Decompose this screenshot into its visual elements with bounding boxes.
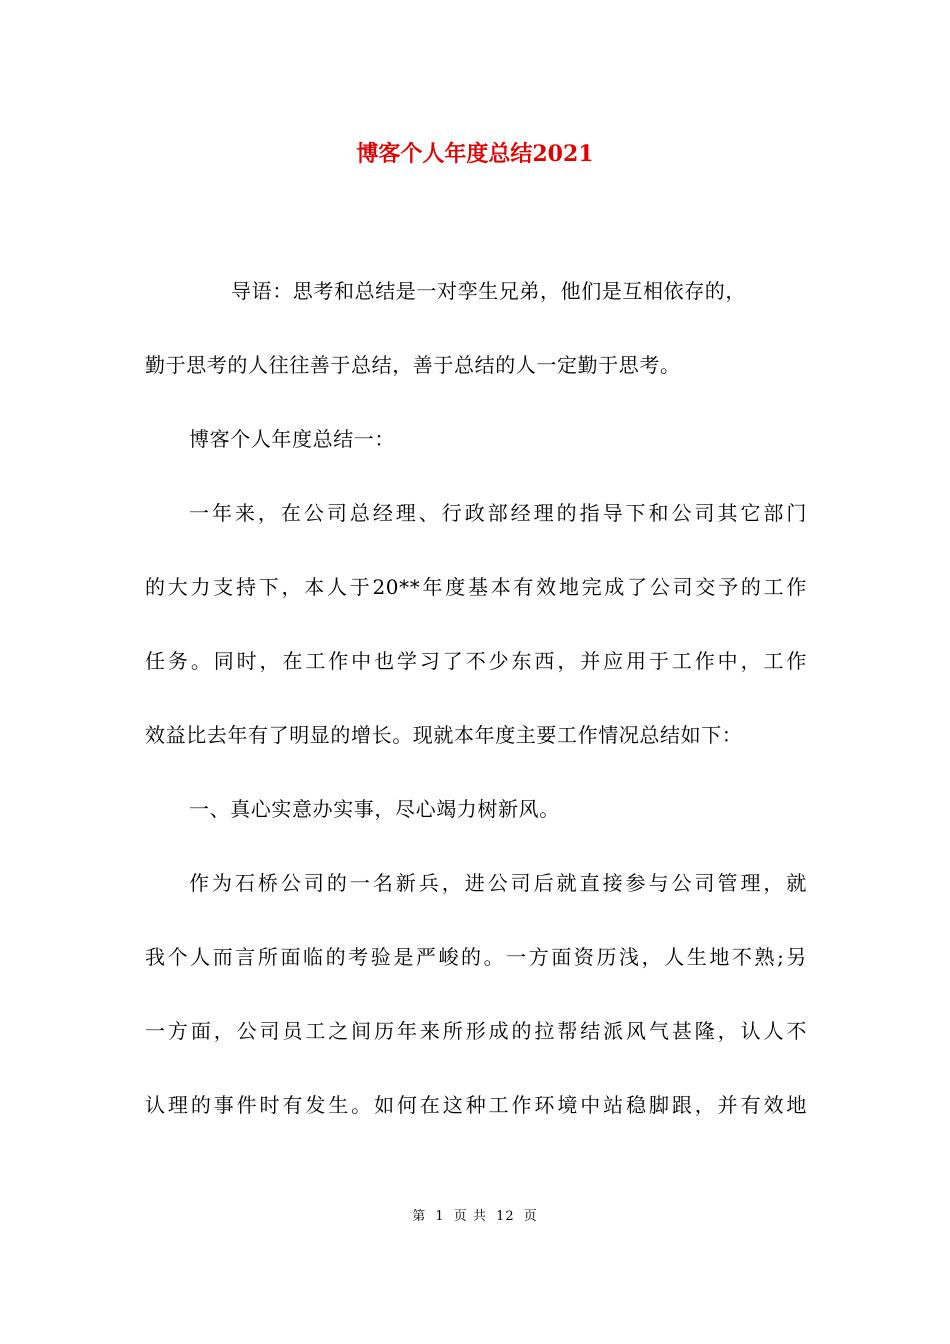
footer-total-pages: 12 <box>496 1209 515 1224</box>
subsection-heading: 一、真心实意办实事，尽心竭力树新风。 <box>189 797 560 821</box>
paragraph-line: 我个人而言所面临的考验是严峻的。一方面资历浅，人生地不熟;另 <box>145 945 807 969</box>
paragraph-line: 效益比去年有了明显的增长。现就本年度主要工作情况总结如下： <box>145 723 743 747</box>
footer-prefix: 第 <box>412 1209 427 1224</box>
intro-line-2: 勤于思考的人往往善于总结，善于总结的人一定勤于思考。 <box>145 353 681 377</box>
footer-middle: 页 共 <box>453 1209 487 1224</box>
document-body <box>145 275 807 1163</box>
footer-suffix: 页 <box>523 1209 538 1224</box>
paragraph-line: 认理的事件时有发生。如何在这种工作环境中站稳脚跟，并有效地 <box>145 1093 807 1117</box>
paragraph-line: 作为石桥公司的一名新兵，进公司后就直接参与公司管理，就 <box>189 871 807 895</box>
paragraph-line: 的大力支持下，本人于20**年度基本有效地完成了公司交予的工作 <box>145 575 807 599</box>
page-footer <box>0 1207 950 1227</box>
footer-page-number: 1 <box>435 1209 445 1224</box>
document-title: 博客个人年度总结2021 <box>356 141 594 167</box>
paragraph-line: 一年来，在公司总经理、行政部经理的指导下和公司其它部门 <box>189 501 807 525</box>
intro-line-1: 导语：思考和总结是一对孪生兄弟，他们是互相依存的， <box>231 279 746 303</box>
paragraph-line: 任务。同时，在工作中也学习了不少东西，并应用于工作中，工作 <box>145 649 807 673</box>
paragraph-line: 一方面，公司员工之间历年来所形成的拉帮结派风气甚隆，认人不 <box>145 1019 807 1043</box>
section-heading: 博客个人年度总结一： <box>189 427 395 451</box>
